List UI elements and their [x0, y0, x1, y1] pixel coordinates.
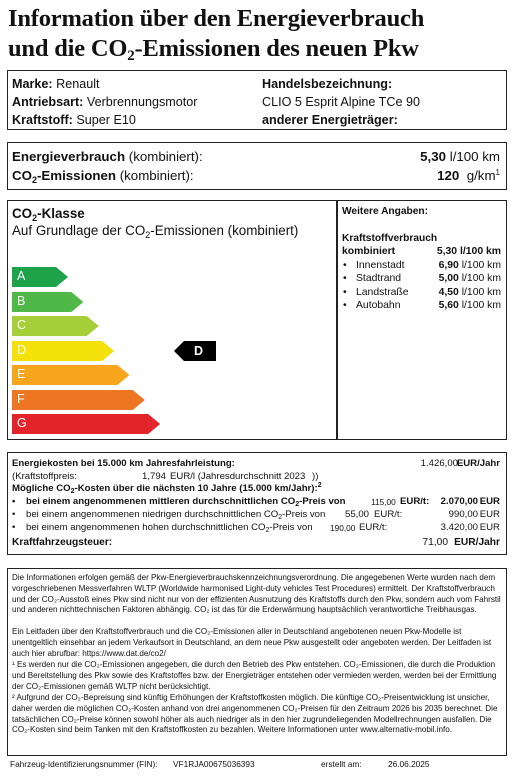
co2-class-label: C	[17, 318, 27, 332]
co2-price-high: 190,00	[330, 523, 356, 533]
fuel-value: Super E10	[76, 113, 136, 127]
energy-cost-value: 1.426,00	[420, 458, 458, 469]
title-line-1: Information über den Energieverbrauch	[8, 5, 425, 32]
fuel-detail-value: 4,50	[438, 286, 459, 298]
bullet: •	[343, 286, 347, 298]
further-details-box	[337, 200, 507, 440]
fuel-price-unit: EUR/l (Jahresdurchschnitt	[170, 471, 282, 482]
co2-class-label: D	[17, 342, 27, 357]
fuel-detail-row	[342, 260, 501, 273]
page-title	[8, 4, 508, 67]
fin-value: VF1RJA00675036393	[173, 759, 255, 769]
fuel-combined-label: kombiniert	[342, 246, 396, 257]
other-energy-label: anderer Energieträger:	[262, 113, 398, 127]
fuel-price-year: 2023	[284, 471, 306, 482]
vehicle-info-right	[262, 75, 420, 129]
note-paragraph-3: ¹ Es werden nur die CO₂-Emissionen angegeben, die durch den Betrieb des Pkw entstehen. CO₂-Emissionen, die durch die Produktion und Bereitstellung des Pkw sowie des Kraftstoffes bzw. der Energieträger entstehen oder vermieden werden, werden bei der Ermittlung der CO₂-Emissionen gemäß WLTP nicht berücksichtigt.	[12, 660, 497, 691]
co2-class-f-bar	[12, 390, 147, 410]
co2-class-c-bar	[12, 316, 101, 336]
fuel-price-label: (Kraftstoffpreis:	[12, 471, 77, 482]
co2-emissions-value: 120	[437, 168, 460, 183]
title-line-2: und die CO2-Emissionen des neuen Pkw	[8, 35, 419, 64]
fuel-detail-value: 5,60	[438, 300, 459, 312]
co2-class-box	[7, 200, 337, 440]
energy-cost-title: Energiekosten bei 15.000 km Jahresfahrleistung:	[12, 458, 235, 469]
fuel-price-value: 1,794	[142, 471, 167, 482]
co2-class-label: B	[17, 293, 26, 308]
energy-consumption-unit: l/100 km	[449, 149, 500, 164]
bullet: •	[343, 300, 347, 312]
class-arrow-icon	[12, 341, 116, 361]
fuel-detail-value: 5,00	[438, 273, 459, 285]
co2-class-d-bar	[12, 341, 116, 361]
further-details-title: Weitere Angaben:	[342, 206, 429, 217]
created-label: erstellt am:	[321, 759, 362, 769]
costs-box	[7, 452, 507, 555]
co2-class-b-bar	[12, 292, 85, 312]
energy-cost-row	[12, 458, 500, 470]
note-paragraph-2: Ein Leitfaden über den Kraftstoffverbrauch und die CO₂-Emissionen aller in Deutschland angebotenen neuen Pkw-Modelle ist unentgeltlich einsehbar an jedem Verkaufsort in Deutschland, an dem neue Pkw ausgestellt oder angeboten werden. Der Leitfaden ist auch hier abrufbar: https://www.dat.de/co2/	[12, 627, 492, 658]
energy-consumption-label: Energieverbrauch	[12, 149, 126, 164]
co2-class-g-bar	[12, 414, 162, 434]
energy-consumption-note: (kombiniert):	[128, 149, 203, 164]
fuel-price-close: ))	[312, 471, 319, 482]
co2-emissions-label: $CO_2$-Emissionen	[12, 168, 117, 185]
co2-class-title: $CO_2$-Klasse	[12, 206, 85, 223]
co2-class-label: F	[17, 391, 25, 406]
legal-notes-box	[7, 568, 507, 756]
drive-type-value: Verbrennungsmotor	[86, 95, 198, 109]
bullet: •	[343, 273, 347, 285]
vehicle-tax-value: 71,00	[422, 537, 448, 548]
drive-type-label: Antriebsart:	[12, 95, 84, 109]
fuel-detail-label: Landstraße	[356, 286, 409, 298]
current-class-label: D	[194, 343, 204, 358]
fuel-detail-row	[342, 273, 501, 286]
fuel-detail-unit: l/100 km	[461, 300, 501, 312]
fuel-detail-value: 6,90	[438, 260, 459, 271]
fuel-detail-label: Stadtrand	[356, 273, 402, 285]
fuel-detail-row	[342, 287, 501, 300]
co2-emissions-row: $CO_2$-Emissionen (kombiniert): 120 $g/km^1$	[12, 168, 500, 185]
co2-cost-mid-row: • bei einem angenommenen mittleren durchschnittlichen $CO_2$-Preis von 115,00 EUR/t: 2.070,00 EUR	[12, 496, 500, 508]
fuel-price-row	[12, 471, 500, 483]
bullet: •	[343, 260, 347, 271]
energy-consumption-row	[12, 149, 500, 169]
co2-class-a-bar	[12, 267, 70, 287]
co2-class-label: G	[17, 416, 27, 430]
vehicle-tax-unit: EUR/Jahr	[454, 537, 500, 548]
fuel-detail-label: Autobahn	[356, 300, 401, 312]
co2-class-label: E	[17, 367, 26, 381]
class-arrow-icon	[12, 390, 147, 410]
current-class-indicator	[174, 341, 216, 366]
class-arrow-icon	[12, 365, 131, 385]
co2-cost-low-row: • bei einem angenommenen niedrigen durchschnittlichen $CO_2$-Preis von 55,00 EUR/t: 990,00 EUR	[12, 509, 500, 521]
fuel-combined-unit: l/100 km	[459, 246, 501, 257]
created-value: 26.06.2025	[388, 759, 430, 769]
co2-emissions-note: (kombiniert):	[119, 168, 194, 183]
co2-cost-mid-value: 2.070,00	[440, 496, 478, 507]
vehicle-tax-label: Kraftfahrzeugsteuer:	[12, 537, 113, 548]
fin-label: Fahrzeug-Identifizierungsnummer (FIN):	[10, 759, 158, 769]
co2-cost-high-row: • bei einem angenommenen hohen durchschnittlichen $CO_2$-Preis von 190,00 EUR/t: 3.420,00 EUR	[12, 522, 500, 534]
fuel-detail-label: Innenstadt	[356, 260, 405, 271]
energy-cost-unit: EUR/Jahr	[456, 458, 500, 469]
co2-class-subtitle: Auf Grundlage der $CO_2$-Emissionen (kombiniert)	[12, 223, 299, 240]
co2-cost-high-value: 3.420,00	[440, 522, 478, 533]
fuel-detail-unit: l/100 km	[461, 273, 501, 285]
trade-name-value: CLIO 5 Esprit Alpine TCe 90	[262, 95, 420, 109]
class-arrow-icon	[12, 414, 162, 434]
vehicle-info-box	[7, 70, 507, 130]
note-paragraph-1: Die Informationen erfolgen gemäß der Pkw-Energieverbrauchskennzeichnungsverordnung. Die angegebenen Werte wurden nach dem vorgeschriebenen Messverfahren WLTP (Worldwide harmonised Light-duty vehicles Test Procedures) ermittelt. Der Kraftstoffverbrauch und der CO₂-Ausstoß eines Pkw sind nicht nur von der effizienten Ausnutzung des Kraftstoffs durch den Pkw, sondern auch vom Fahrstil und anderen nichttechnischen Faktoren abhängig. CO₂ ist das für die Erderwärmung hauptsächlich verantwortliche Treibhausgas.	[12, 573, 501, 615]
vehicle-info-left	[12, 75, 198, 129]
fuel-label: Kraftstoff:	[12, 113, 73, 127]
possible-co2-cost-title: Mögliche $CO_2$-Kosten über die nächsten 10 Jahre (15.000 km/Jahr):$^2$	[12, 482, 322, 495]
co2-price-mid: 115,00	[371, 497, 396, 507]
fuel-consumption-title: Kraftstoffverbrauch	[342, 233, 438, 244]
fuel-combined-row	[342, 246, 501, 259]
consumption-box	[7, 142, 507, 190]
fuel-detail-unit: l/100 km	[461, 260, 501, 271]
co2-cost-low-value: 990,00	[448, 509, 478, 520]
co2-class-e-bar	[12, 365, 131, 385]
trade-name-label: Handelsbezeichnung:	[262, 77, 393, 91]
fuel-detail-unit: l/100 km	[461, 286, 501, 298]
co2-price-low: 55,00	[345, 509, 370, 520]
brand-label: Marke:	[12, 77, 53, 91]
co2-emissions-unit: g/km	[466, 168, 496, 183]
fuel-combined-value: 5,30	[436, 246, 458, 257]
fuel-detail-row	[342, 300, 501, 313]
note-paragraph-4: ² Aufgrund der CO₂-Bepreisung sind künftig Erhöhungen der Kraftstoffkosten möglich. Die künftige CO₂-Preisentwicklung ist unsicher, daher werden die möglichen CO₂-Kosten anhand von drei angenommenen CO₂-Preisen für den Zeitraum 2026 bis 2035 berechnet. Die tatsächlichen CO₂-Preise können sowohl höher als auch niedriger als in den hier zugrundeliegenden Modellrechnungen ausfallen. Die CO₂-Kosten sind beim Tanken mit den Kraftstoffkosten zu bezahlen. Weitere Informationen unter www.alternativ-mobil.info.	[12, 693, 498, 735]
co2-class-label: A	[17, 269, 26, 283]
brand-value: Renault	[56, 77, 100, 91]
energy-consumption-value: 5,30	[420, 149, 447, 164]
vehicle-tax-row	[12, 537, 500, 549]
